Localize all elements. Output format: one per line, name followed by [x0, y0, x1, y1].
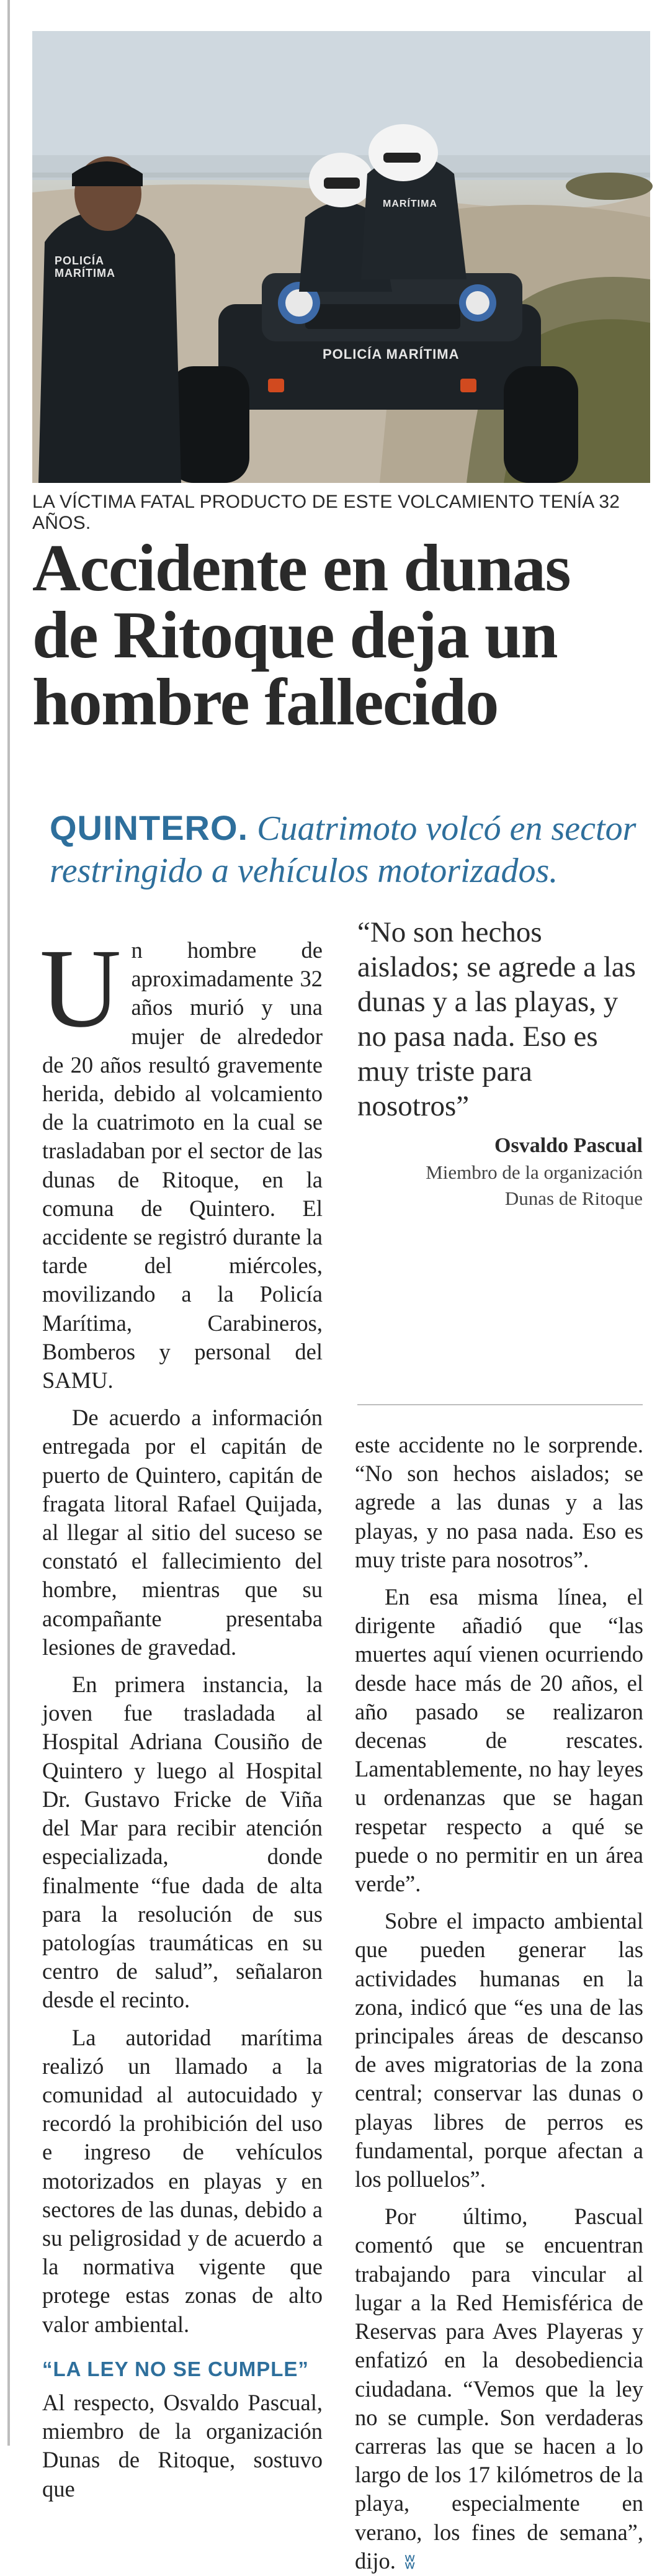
drop-cap: U	[40, 926, 122, 1051]
vehicle-text: POLICÍA MARÍTIMA	[323, 346, 460, 362]
headline-line-3: hombre fallecido	[32, 665, 498, 739]
pull-quote-divider	[357, 1404, 643, 1405]
article-paragraph: Al respecto, Osvaldo Pascual, miembro de la organización Dunas de Ritoque, sostuvo que	[42, 2389, 323, 2502]
pull-quote-text: “No son hechos aislados; se agrede a las dunas y a las playas, y no pasa nada. Eso es muy triste para nosotros”	[357, 916, 636, 1122]
article-paragraph: Sobre el impacto ambiental que pueden generar las actividades humanas en la zona, indicó que “es una de las principales áreas de descanso de aves migratorias de la zona central; conservar las dunas o playas libres de perros es fundamental, porque afectan a los polluelos”.	[355, 1908, 643, 2192]
headline	[32, 531, 653, 739]
article-paragraph: este accidente no le sorprende. “No son hechos aislados; se agrede a las dunas y a las playas, y no pasa nada. Eso es muy triste para nosotros”.	[355, 1432, 643, 1572]
deck-text: Cuatrimoto volcó en sector restringido a vehículos motorizados.	[50, 809, 636, 890]
article-paragraph: En esa misma línea, el dirigente añadió que “las muertes aquí vienen ocurriendo desde hace más de 20 años, el año pasado se realizaron decenas de rescates. Lamentablemente, no hay leyes u ordenanzas que se hagan respetar respecto a qué se puede o no permitir en un área verde”.	[355, 1584, 643, 1897]
pull-quote-author: Osvaldo Pascual	[494, 1134, 643, 1157]
article-paragraph: Un hombre de aproximadamente 32 años murió y una mujer de alrededor de 20 años resultó gravemente herida, debido al volcamiento de la cuatrimoto en la cual se trasladaban por el sector de las dunas de Ritoque, en la comuna de Quintero. El accidente se registró durante la tarde del miércoles, movilizando a la Policía Marítima, Carabineros, Bomberos y personal del SAMU.	[40, 926, 323, 1394]
end-mark-icon: ʬ	[404, 2549, 416, 2574]
photo-caption: LA VÍCTIMA FATAL PRODUCTO DE ESTE VOLCAMIENTO TENÍA 32 AÑOS.	[32, 492, 620, 533]
left-column-rule	[7, 0, 10, 2446]
article-paragraph: Por último, Pascual comentó que se encuentran trabajando para vincular al lugar a la Red Hemisférica de Reservas para Aves Playeras y enfatizó en la desobediencia ciudadana. “Vemos que la ley no se cumple. Son verdaderas carreras las que se hacen a lo largo de los 17 kilómetros de la playa, especialmente en verano, los fines de semana”, dijo. ʬ	[355, 2204, 643, 2574]
vest-text-right: MARÍTIMA	[383, 199, 437, 209]
pull-quote	[357, 915, 643, 1212]
headline-line-1: Accidente en dunas	[32, 531, 571, 605]
article-paragraph: La autoridad marítima realizó un llamado a la comunidad al autocuidado y recordó la prohibición del uso e ingreso de vehículos motorizados en playas y en sectores de las dunas, debido a su peligrosidad y de acuerdo a la normativa vigente que protege estas zonas de alto valor ambiental.	[42, 2024, 323, 2337]
pull-quote-role-1: Miembro de la organización	[426, 1161, 643, 1183]
deck	[50, 807, 645, 892]
article-paragraph: En primera instancia, la joven fue trasladada al Hospital Adriana Cousiño de Quintero y luego al Hospital Dr. Gustavo Fricke de Viña del Mar para recibir atención especializada, donde finalmente “fue dada de alta para la resolución de sus patologías traumáticas en su centro de salud”, señalaron desde el recinto.	[42, 1672, 323, 2013]
subheading: “LA LEY NO SE CUMPLE”	[42, 2357, 309, 2380]
pull-quote-role-2: Dunas de Ritoque	[504, 1187, 643, 1209]
article-photo	[32, 31, 650, 483]
article-paragraph: De acuerdo a información entregada por el capitán de puerto de Quintero, capitán de fragata litoral Rafael Quijada, al llegar al sitio del suceso se constató el fallecimiento del hombre, mientras que su acompañante presentaba lesiones de gravedad.	[42, 1405, 323, 1660]
deck-kicker: QUINTERO.	[50, 808, 249, 847]
article-column-left	[40, 926, 323, 2503]
headline-line-2: de Ritoque deja un	[32, 598, 558, 672]
article-column-right	[355, 1431, 643, 2576]
vest-text-left: POLICÍA MARÍTIMA	[55, 254, 115, 279]
